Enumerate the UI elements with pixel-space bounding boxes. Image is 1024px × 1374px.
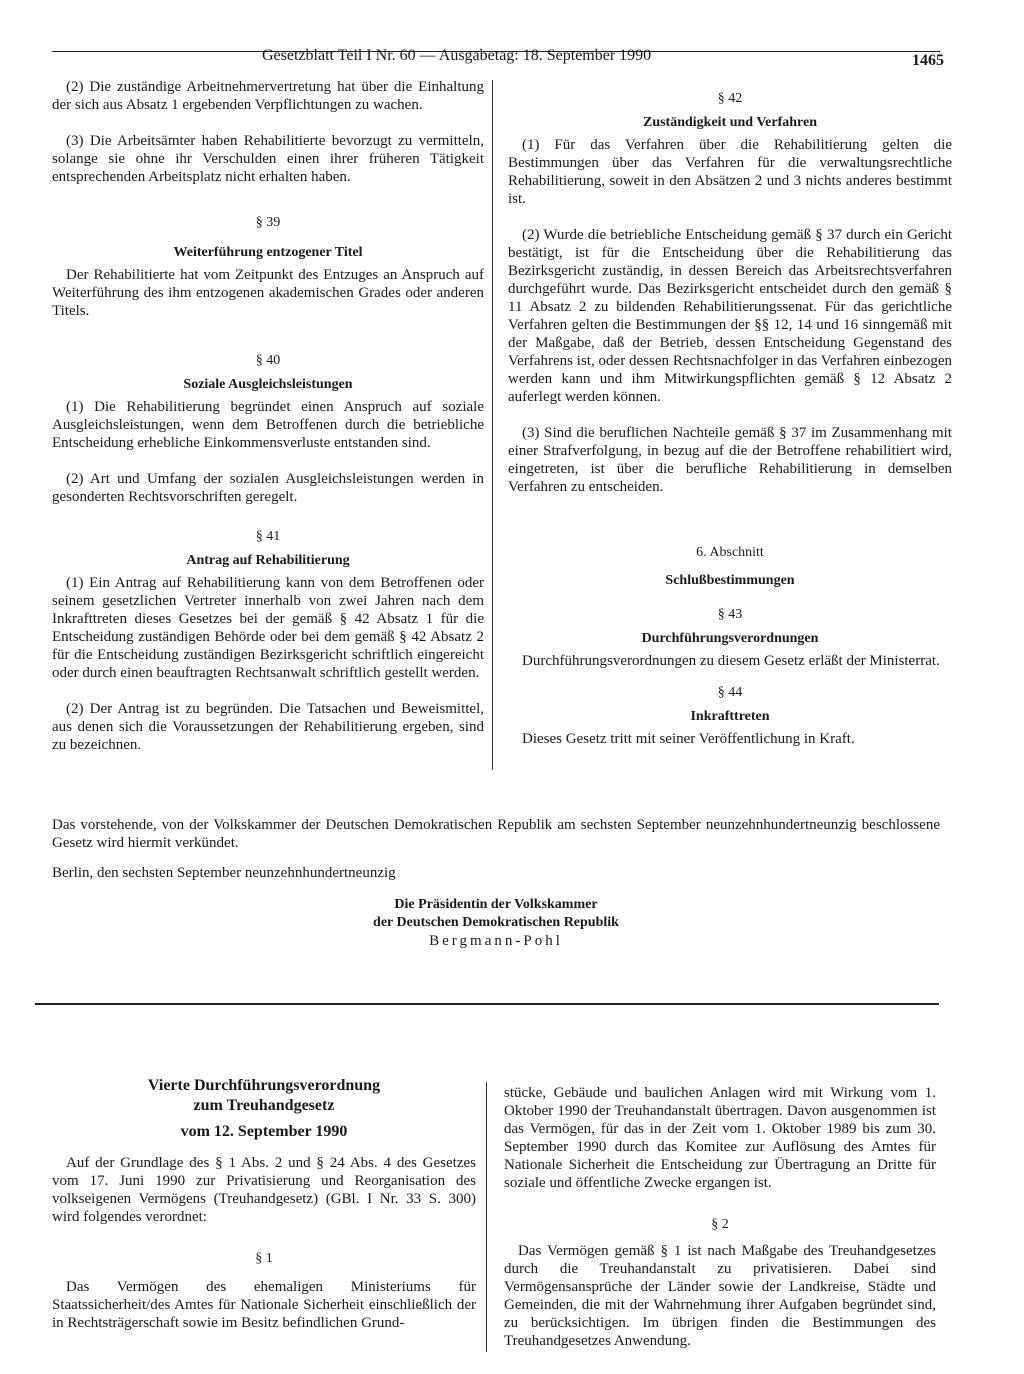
section-number-1: § 1 xyxy=(255,1251,273,1266)
place-date: Berlin, den sechsten September neunzehnhundertneunzig xyxy=(52,865,396,881)
chapter-heading: 6. Abschnitt xyxy=(696,545,764,560)
section-number-2: § 2 xyxy=(711,1217,729,1232)
signature-line-1: Die Präsidentin der Volkskammer xyxy=(394,897,598,912)
decree-right-column xyxy=(504,1084,936,1350)
section-number-44: § 44 xyxy=(717,685,743,700)
paragraph: Das Vermögen des ehemaligen Ministeriums für Staatssicherheit/des Amtes für Nationale Sicherheit einschließlich der in Rechtsträgerschaft sowie im Besitz befindlichen Grund- xyxy=(52,1279,476,1331)
decree-title: Vierte Durchführungsverordnung xyxy=(147,1077,381,1094)
signature-line-2: der Deutschen Demokratischen Republik xyxy=(373,915,619,930)
paragraph: Der Rehabilitierte hat vom Zeitpunkt des Entzuges an Anspruch auf Weiterführung des ihm entzogenen akademischen Grades oder anderen Titels. xyxy=(52,267,484,319)
section-title-40: Soziale Ausgleichsleistungen xyxy=(183,377,353,392)
signature-name: Bergmann-Pohl xyxy=(429,933,563,949)
left-column xyxy=(52,78,484,754)
decree-title: zum Treuhandgesetz xyxy=(193,1097,335,1114)
paragraph: Dieses Gesetz tritt mit seiner Veröffentlichung in Kraft. xyxy=(522,731,855,747)
section-divider xyxy=(35,1003,939,1005)
paragraph: (3) Sind die beruflichen Nachteile gemäß § 37 im Zusammenhang mit einer Strafverfolgung, in bezug auf die der Betroffene rehabilitiert wird, eingetreten, ist über die berufliche Rehabilitierung in demselben Verfahren zu entscheiden. xyxy=(508,425,952,495)
section-title-41: Antrag auf Rehabilitierung xyxy=(186,553,350,568)
page-number: 1465 xyxy=(912,52,944,69)
header-title: Gesetzblatt Teil I Nr. 60 — Ausgabetag: 18. September 1990 xyxy=(262,47,652,64)
chapter-title: Schlußbestimmungen xyxy=(665,573,795,588)
column-separator xyxy=(486,1082,487,1352)
paragraph: (1) Die Rehabilitierung begründet einen Anspruch auf soziale Ausgleichsleistungen, wenn dem Betroffenen durch die betriebliche Entscheidung erhebliche Einkommensverluste entstanden sind. xyxy=(52,399,484,451)
promulgation-block xyxy=(52,816,940,950)
decree-date: vom 12. September 1990 xyxy=(180,1123,348,1140)
section-title-39: Weiterführung entzogener Titel xyxy=(173,245,363,260)
paragraph: (2) Die zuständige Arbeitnehmervertretung hat über die Einhaltung der sich aus Absatz 1 ergebenden Verpflichtungen zu wachen. xyxy=(52,79,484,113)
paragraph: Durchführungsverordnungen zu diesem Gesetz erläßt der Ministerrat. xyxy=(522,653,940,669)
paragraph: (3) Die Arbeitsämter haben Rehabilitierte bevorzugt zu vermitteln, solange sie ohne ihr Verschulden einen ihrer früheren Tätigkeit entsprechenden Arbeitsplatz nicht erhalten haben. xyxy=(52,133,484,185)
section-title-44: Inkrafttreten xyxy=(690,709,770,724)
section-number-40: § 40 xyxy=(255,353,281,368)
section-number-39: § 39 xyxy=(255,215,281,230)
right-column xyxy=(508,90,952,748)
paragraph: (2) Der Antrag ist zu begründen. Die Tatsachen und Beweismittel, aus denen sich die Voraussetzungen der Rehabilitierung ergeben, sind zu bezeichnen. xyxy=(52,701,484,753)
paragraph: (2) Wurde die betriebliche Entscheidung gemäß § 37 durch ein Gericht bestätigt, ist für die Entscheidung über die Rehabilitierung das Bezirksgericht zuständig, in dessen Bereich das Arbeitsrechtsverfahren durchgeführt wurde. Das Bezirksgericht entscheidet durch den gemäß § 11 Absatz 2 zu bildenden Rehabilitierungssenat. Für das gerichtliche Verfahren gelten die Bestimmungen der §§ 12, 14 und 16 sinngemäß mit der Maßgabe, daß der Betrieb, dessen Entscheidung Gegenstand des Verfahrens ist, oder dessen Rechtsnachfolger in das Verfahren einbezogen werden kann und ihm Mitwirkungspflichten gemäß § 12 Absatz 2 auferlegt werden können. xyxy=(508,227,952,405)
paragraph: stücke, Gebäude und baulichen Anlagen wird mit Wirkung vom 1. Oktober 1990 der Treuhandanstalt übertragen. Davon ausgenommen ist das Vermögen, für das in der Zeit vom 1. Oktober 1989 bis zum 30. September 1990 durch das Komitee zur Auflösung des Amtes für Nationale Sicherheit die Entscheidung zur Übertragung an Dritte für soziale und öffentliche Zwecke ergangen ist. xyxy=(504,1085,936,1191)
paragraph: (1) Für das Verfahren über die Rehabilitierung gelten die Bestimmungen über das Verfahren für die verwaltungsrechtliche Rehabilitierung, soweit in den Absätzen 2 und 3 nichts anderes bestimmt ist. xyxy=(508,137,952,207)
section-title-43: Durchführungsverordnungen xyxy=(641,631,819,646)
paragraph: (1) Ein Antrag auf Rehabilitierung kann von dem Betroffenen oder seinem gesetzlichen Vertreter innerhalb von zwei Jahren nach dem Inkrafttreten dieses Gesetzes bei der gemäß § 42 Absatz 1 für die Entscheidung zuständigen Behörde oder bei dem gemäß § 42 Absatz 2 für die Entscheidung zuständigen Bezirksgericht schriftlich eingereicht oder durch einen beauftragten Rechtsanwalt schriftlich gestellt werden. xyxy=(52,575,484,681)
section-number-42: § 42 xyxy=(717,91,743,106)
section-number-43: § 43 xyxy=(717,607,743,622)
paragraph: Das Vermögen gemäß § 1 ist nach Maßgabe des Treuhandgesetzes durch die Treuhandanstalt zu privatisieren. Dabei sind Vermögensansprüche der Länder sowie der Landkreise, Städte und Gemeinden, die mit der Wahrnehmung ihrer Aufgaben begründet sind, zu berücksichtigen. Im übrigen finden die Bestimmungen des Treuhandgesetzes Anwendung. xyxy=(504,1243,936,1349)
decree-left-column xyxy=(52,1076,476,1332)
paragraph: (2) Art und Umfang der sozialen Ausgleichsleistungen werden in gesonderten Rechtsvorschriften geregelt. xyxy=(52,471,484,505)
column-separator xyxy=(492,80,493,770)
section-number-41: § 41 xyxy=(255,529,281,544)
section-title-42: Zuständigkeit und Verfahren xyxy=(642,115,817,130)
promulgation-text: Das vorstehende, von der Volkskammer der Deutschen Demokratischen Republik am sechsten September neunzehnhundertneunzig beschlossene Gesetz wird hiermit verkündet. xyxy=(52,817,940,851)
paragraph: Auf der Grundlage des § 1 Abs. 2 und § 24 Abs. 4 des Gesetzes vom 17. Juni 1990 zur Privatisierung und Reorganisation des volkseigenen Vermögens (Treuhandgesetz) (GBl. I Nr. 33 S. 300) wird folgendes verordnet: xyxy=(52,1155,476,1225)
